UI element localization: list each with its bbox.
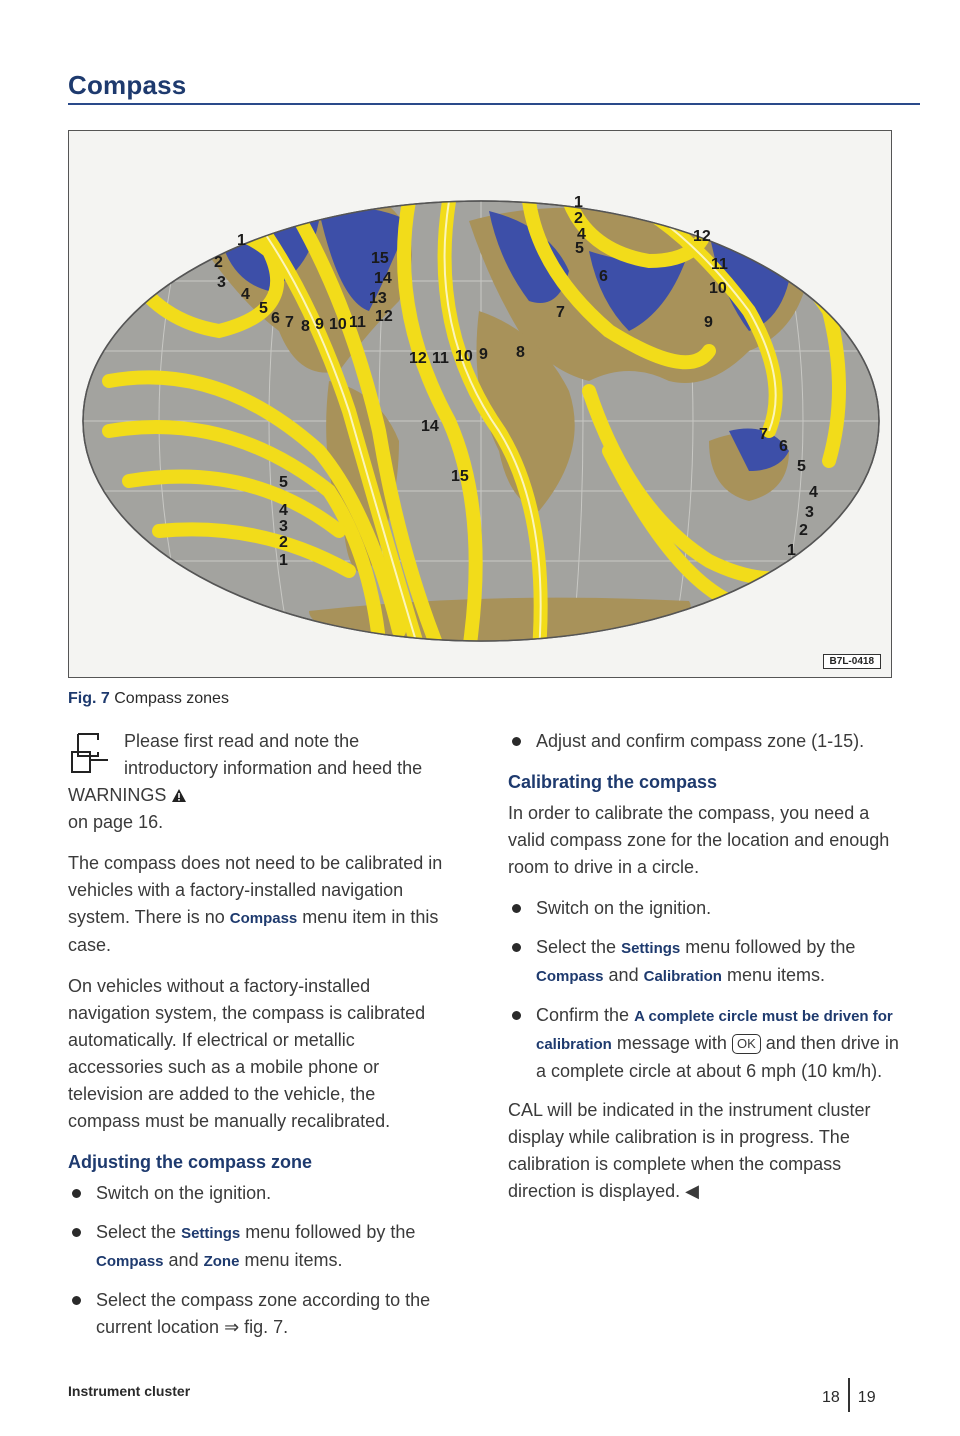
title-rule (68, 103, 920, 105)
list-item-text: Confirm the (536, 1005, 630, 1025)
list-item (68, 1219, 448, 1275)
menu-term-compass: Compass (536, 968, 604, 985)
zone-label: 2 (799, 522, 808, 539)
zone-label: 5 (259, 300, 268, 317)
list-item (68, 1287, 448, 1341)
menu-term-settings: Settings (181, 1225, 241, 1242)
zone-label: 8 (516, 344, 525, 361)
zone-label: 15 (451, 468, 469, 485)
page-number-right: 19 (857, 1389, 876, 1406)
zone-label: 5 (797, 458, 806, 475)
zone-label: 4 (809, 484, 818, 501)
zone-label: 6 (271, 310, 280, 327)
footer-page-numbers (822, 1378, 876, 1412)
zone-label: 7 (556, 304, 565, 321)
menu-term-compass: Compass (96, 1253, 164, 1270)
zone-label: 6 (599, 268, 608, 285)
page-number-left: 18 (822, 1389, 840, 1406)
list-item-text: Select the (536, 937, 617, 957)
list-item-text: menu followed by the (245, 1222, 416, 1242)
bullet-dot (72, 1296, 81, 1305)
figure-code: B7L-0418 (823, 654, 881, 669)
menu-term-settings: Settings (621, 940, 681, 957)
zone-label: 4 (577, 226, 586, 243)
list-item-text: Select the compass zone according to the current location ⇒ fig. 7. (96, 1290, 431, 1337)
list-item-text: and (168, 1250, 199, 1270)
zone-label: 3 (279, 518, 288, 535)
figure-caption (68, 690, 229, 708)
zone-label: 9 (704, 314, 713, 331)
paragraph-text: menu item in this case. (68, 907, 439, 955)
intro-text: Please first read and note the introductory information and heed the WARNINGS (68, 731, 423, 805)
list-item-text: and (608, 965, 639, 985)
list-item (68, 1180, 448, 1207)
zone-label: 11 (349, 314, 366, 331)
compass-zone-map (69, 131, 892, 678)
heading-calibrating: Calibrating the compass (508, 772, 718, 792)
zone-label: 4 (241, 286, 250, 303)
zone-label: 13 (369, 290, 387, 307)
zone-label: 12 (375, 308, 393, 325)
left-column (68, 728, 448, 1353)
list-item-text: Adjust and confirm compass zone (1-15). (536, 731, 865, 751)
menu-term-zone: Zone (203, 1253, 240, 1270)
right-column (508, 728, 908, 1219)
paragraph-calibration-requirements: In order to calibrate the compass, you need a valid compass zone for the location and enough room to drive in a circle. (508, 803, 890, 877)
list-item-text: message with (616, 1033, 727, 1053)
figure-number: Fig. 7 (68, 690, 110, 707)
zone-label: 12 (693, 228, 711, 245)
zone-label: 3 (217, 274, 226, 291)
zone-label: 2 (214, 254, 223, 271)
bullet-dot (72, 1228, 81, 1237)
list-item (508, 1002, 908, 1085)
zone-label: 10 (455, 348, 473, 365)
intro-page-ref[interactable]: on page 16. (68, 812, 164, 832)
paragraph-recalibration: On vehicles without a factory-installed navigation system, the compass is calibrated automatically. If electrical or metallic accessories such as a mobile phone or television are added to the vehicle, the compass must be manually recalibrated. (68, 976, 426, 1131)
zone-label: 1 (279, 552, 288, 569)
bullet-dot (72, 1189, 81, 1198)
zone-label: 11 (711, 256, 728, 273)
zone-label: 10 (709, 280, 727, 297)
zone-label: 2 (574, 210, 583, 227)
book-icon (68, 730, 112, 776)
list-item-text: Switch on the ignition. (96, 1183, 272, 1203)
zone-label: 9 (479, 346, 488, 363)
list-item (508, 728, 908, 755)
zone-label: 5 (279, 474, 288, 491)
zone-label: 1 (237, 232, 246, 249)
bullet-dot (512, 1011, 521, 1020)
zone-label: 8 (301, 318, 310, 335)
list-item-text: menu items. (726, 965, 826, 985)
ok-key-icon: OK (732, 1034, 761, 1054)
zone-label: 2 (279, 534, 288, 551)
menu-term-compass: Compass (229, 910, 298, 927)
zone-label: 3 (805, 504, 814, 521)
zone-label: 11 (432, 350, 449, 367)
page-separator (848, 1378, 850, 1412)
bullet-dot (512, 737, 521, 746)
heading-adjusting-zone: Adjusting the compass zone (68, 1152, 313, 1172)
warning-icon (171, 788, 187, 803)
zone-label: 15 (371, 250, 389, 267)
figure-title: Compass zones (114, 690, 229, 707)
list-item (508, 895, 908, 922)
zone-label: 14 (421, 418, 439, 435)
compass-zone-map-figure (68, 130, 892, 678)
zone-label: 7 (759, 426, 768, 443)
section-title: Compass (68, 70, 187, 100)
bullet-dot (512, 943, 521, 952)
zone-label: 12 (409, 350, 427, 367)
message-term-complete-circle: A complete circle must be driven for calibration (536, 1008, 893, 1053)
zone-label: 1 (787, 542, 796, 559)
zone-label: 1 (574, 194, 583, 211)
list-item-text: and then drive in a complete circle at about 6 mph (10 km/h). (536, 1033, 899, 1081)
paragraph-text: The compass does not need to be calibrated in vehicles with a factory-installed navigation system. There is no (68, 853, 443, 927)
zone-label: 14 (374, 270, 392, 287)
zone-label: 9 (315, 316, 324, 333)
list-item (508, 934, 908, 990)
list-item-text: Switch on the ignition. (536, 898, 712, 918)
paragraph-nav-system (68, 850, 448, 959)
paragraph-cal-indicator: CAL will be indicated in the instrument cluster display while calibration is in progress. The calibration is complete when the compass direction is displayed. ◀ (508, 1100, 871, 1201)
menu-term-calibration: Calibration (643, 968, 722, 985)
list-item-text: Select the (96, 1222, 177, 1242)
zone-label: 4 (279, 502, 288, 519)
zone-label: 10 (329, 316, 347, 333)
zone-label: 5 (575, 240, 584, 257)
list-item-text: menu followed by the (685, 937, 856, 957)
zone-label: 7 (285, 314, 294, 331)
list-item-text: menu items. (244, 1250, 343, 1270)
zone-label: 6 (779, 438, 788, 455)
bullet-dot (512, 904, 521, 913)
intro-paragraph (68, 728, 448, 836)
footer-chapter: Instrument cluster (68, 1383, 191, 1399)
